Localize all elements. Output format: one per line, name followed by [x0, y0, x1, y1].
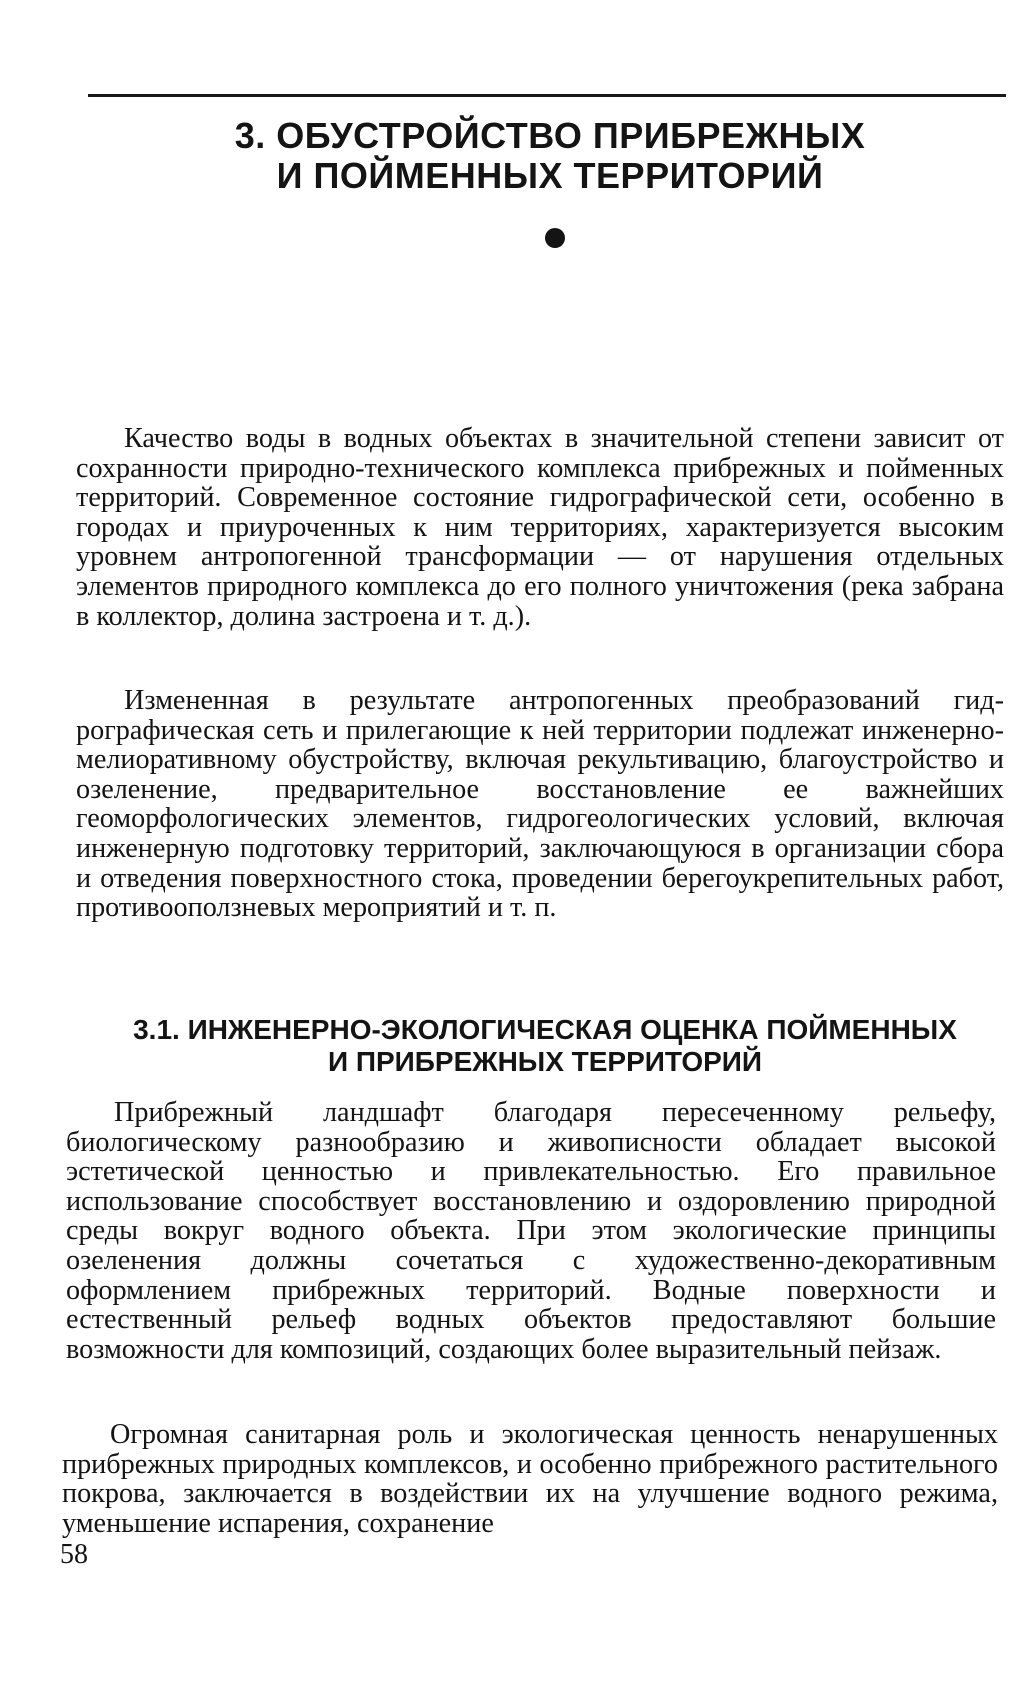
- header-rule: [88, 94, 1006, 97]
- section-paragraph-1: Прибрежный ландшафт благодаря пересеченному рельефу, биологическому разнообразию и живописности обладает высокой эстетической ценностью и привлекательностью. Его правильное использование способствует восстановлению и оздоровлению природной среды вокруг водного объекта. При этом экологические принципы озеленения должны сочетаться с художественно-декоративным оформлением прибрежных территорий. Водные поверхности и естественный рельеф водных объектов предоставляют большие возможности для композиций, создающих более выразительный пейзаж.: [66, 1097, 996, 1365]
- section-title-line-2: И ПРИБРЕЖНЫХ ТЕРРИТОРИЙ: [327, 1046, 763, 1077]
- bullet-ornament: [545, 228, 565, 248]
- intro-paragraph-1: Качество воды в водных объектах в значительной степени зависит от сохранности природно-технического комплекса прибрежных и пойменных территорий. Современное состояние гидрографической сети, особенно в городах и приуроченных к ним территориях, характеризуется высоким уровнем антропогенной трансформации — от нарушения отдельных элементов природного комплекса до его полного уничтожения (река забрана в коллектор, долина застроена и т. д.).: [76, 423, 1004, 632]
- chapter-title-line-2: И ПОЙМЕННЫХ ТЕРРИТОРИЙ: [276, 155, 824, 196]
- section-title: [90, 1014, 1000, 1078]
- section-paragraph-2: Огромная санитарная роль и экологическая ценность ненарушенных прибрежных природных комплексов, и особенно прибрежного растительного покрова, заключается в воздействии их на улучшение водного режима, уменьшение испарения, сохранение: [62, 1419, 998, 1539]
- page-number: 58: [60, 1539, 88, 1570]
- chapter-title-line-1: 3. ОБУСТРОЙСТВО ПРИБРЕЖНЫХ: [234, 115, 866, 156]
- chapter-title: [120, 116, 980, 196]
- intro-paragraph-2: Измененная в результате антропогенных преобразований гидрографическая сеть и прилегающие к ней территории подлежат инженерно-мелиоративному обустройству, включая рекультивацию, благоустройство и озеленение, предварительное восстановление ее важнейших геоморфологических элементов, гидрогеологических условий, включая инженерную подготовку территорий, заключающуюся в организации сбора и отведения поверхностного стока, проведении берегоукрепительных работ, противооползневых мероприятий и т. п.: [76, 685, 1004, 924]
- section-title-line-1: 3.1. ИНЖЕНЕРНО-ЭКОЛОГИЧЕСКАЯ ОЦЕНКА ПОЙМЕННЫХ: [133, 1014, 957, 1045]
